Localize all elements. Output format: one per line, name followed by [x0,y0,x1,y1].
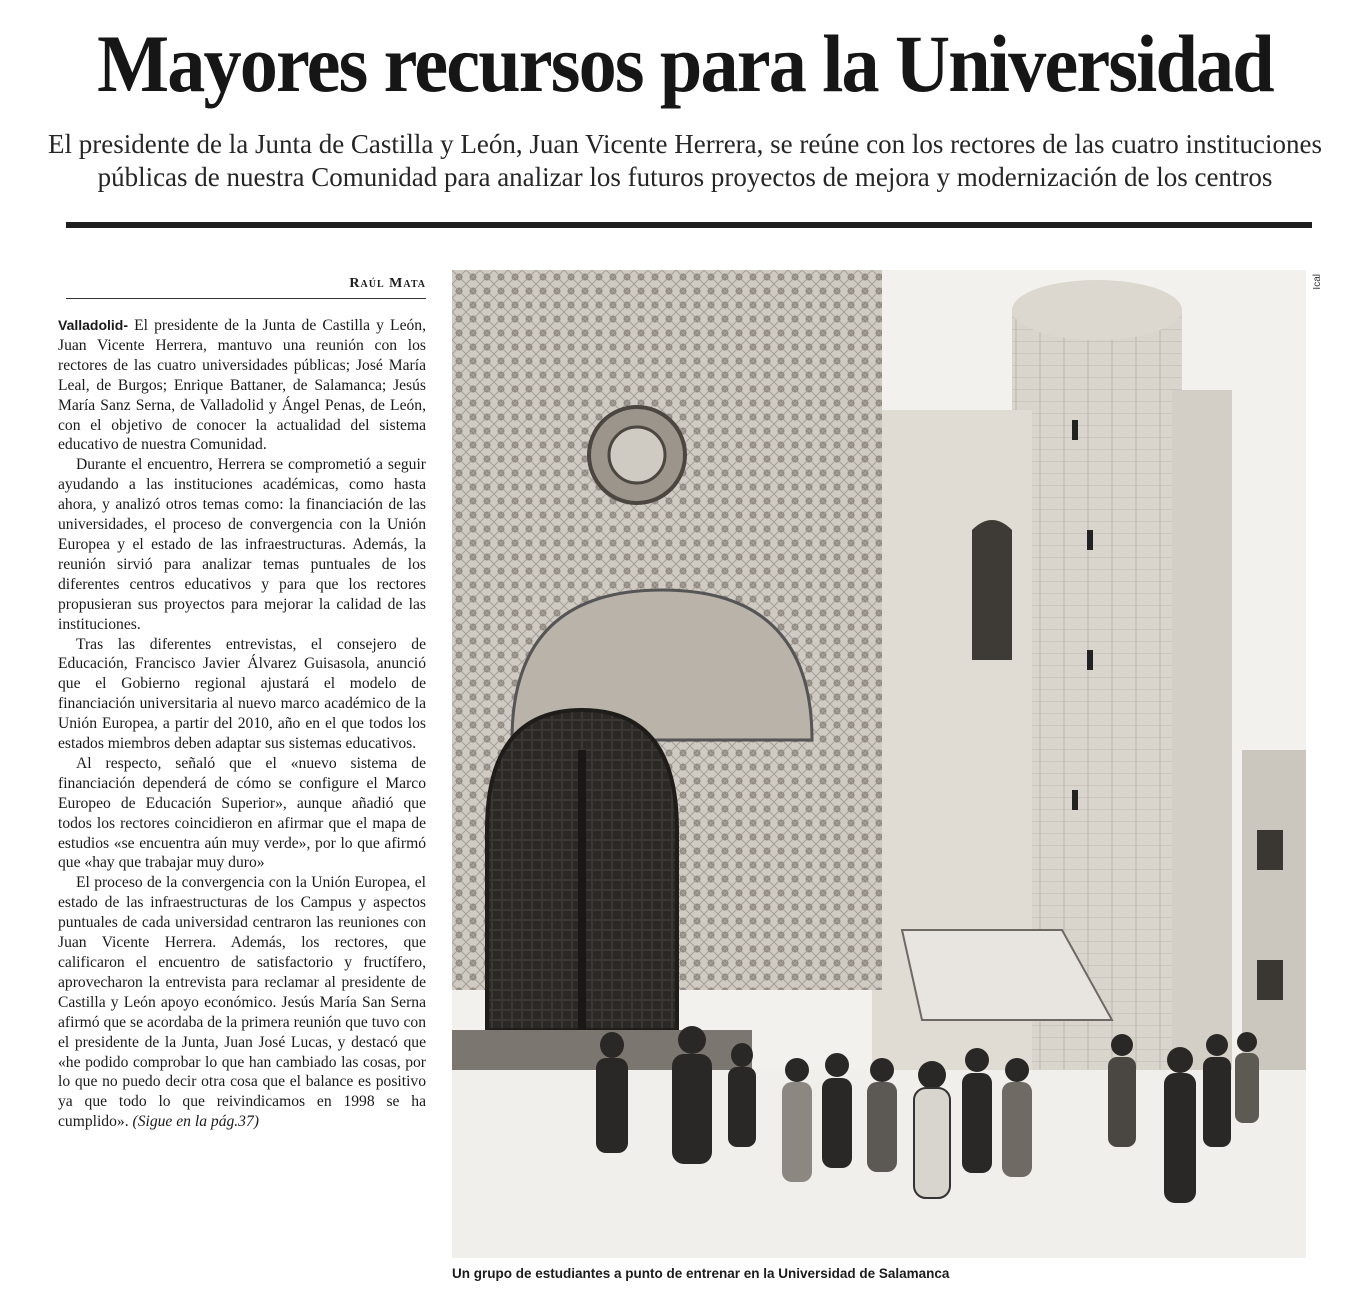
byline: Raúl Mata [349,276,426,291]
headline: Mayores recursos para la Universidad [97,18,1273,109]
continued-note: (Sigue en la pág.37) [132,1113,259,1131]
photo-credit: Ical [1312,274,1323,290]
subtitle: El presidente de la Junta de Castilla y León, Juan Vicente Herrera, se reúne con los rectores de las cuatro instituciones públicas de nuestra Comunidad para analizar los futuros proyectos de mejora y modernización de los centros [48,129,1322,192]
dateline: Valladolid- [58,317,129,333]
paragraph-1-text: El presidente de la Junta de Castilla y León, Juan Vicente Herrera, mantuvo una reunión con los rectores de las cuatro universidades públicas; José María Leal, de Burgos; Enrique Battaner, de Salamanca; Jesús María Sanz Serna, de Valladolid y Ángel Penas, de León, con el objetivo de conocer la actualidad del sistema educativo de nuestra Comunidad. [58,317,426,454]
paragraph-5-text: El proceso de la convergencia con la Unión Europea, el estado de las infraestructuras de los Campus y aspectos puntuales de cada universidad centraron las reuniones con Juan Vicente Herrera. Además, los rectores, que calificaron el encuentro de satisfactorio y fructífero, aprovecharon la entrevista para reclamar al presidente de Castilla y León apoyo económico. Jesús María San Serna afirmó que se acordaba de la primera reunión que tuvo con el presidente de la Junta, Juan José Lucas, y destacó que «he podido comprobar lo que han cambiado las cosas, por lo que no puedo decir otra cosa que el balance es positivo ya que todo lo que reivindicamos en 1998 se ha cumplido». [58,874,426,1131]
divider-rule [66,222,1312,228]
paragraph-3: Tras las diferentes entrevistas, el consejero de Educación, Francisco Javier Álvarez Guisasola, anunció que el Gobierno regional ajustará el modelo de financiación universitaria al nuevo marco académico de la Unión Europea, a partir del 2010, año en el que todos los estados miembros deben adaptar sus sistemas educativos. [58,635,426,753]
paragraph-1 [58,316,426,455]
cathedral-illustration [452,270,1306,1258]
article-body [58,316,426,1132]
byline-rule [66,298,426,299]
photo-caption: Un grupo de estudiantes a punto de entrenar en la Universidad de Salamanca [452,1266,950,1281]
cathedral-photo [452,270,1306,1258]
paragraph-2: Durante el encuentro, Herrera se comprometió a seguir ayudando a las instituciones académicas, como hasta ahora, y analizó otros temas como: la financiación de las universidades, el proceso de convergencia con la Unión Europea y el estado de las infraestructuras. Además, la reunión sirvió para analizar temas puntuales de los diferentes centros educativos y para que los rectores propusieran sus proyectos para mejorar la calidad de las instituciones. [58,456,426,633]
paragraph-5 [58,873,426,1132]
paragraph-4: Al respecto, señaló que el «nuevo sistema de financiación dependerá de cómo se configure el Marco Europeo de Educación Superior», aunque añadió que todos los rectores coincidieron en afirmar que el mapa de estudios «se encuentra aún muy verde», por lo que afirmó que «hay que trabajar muy duro» [58,754,426,872]
